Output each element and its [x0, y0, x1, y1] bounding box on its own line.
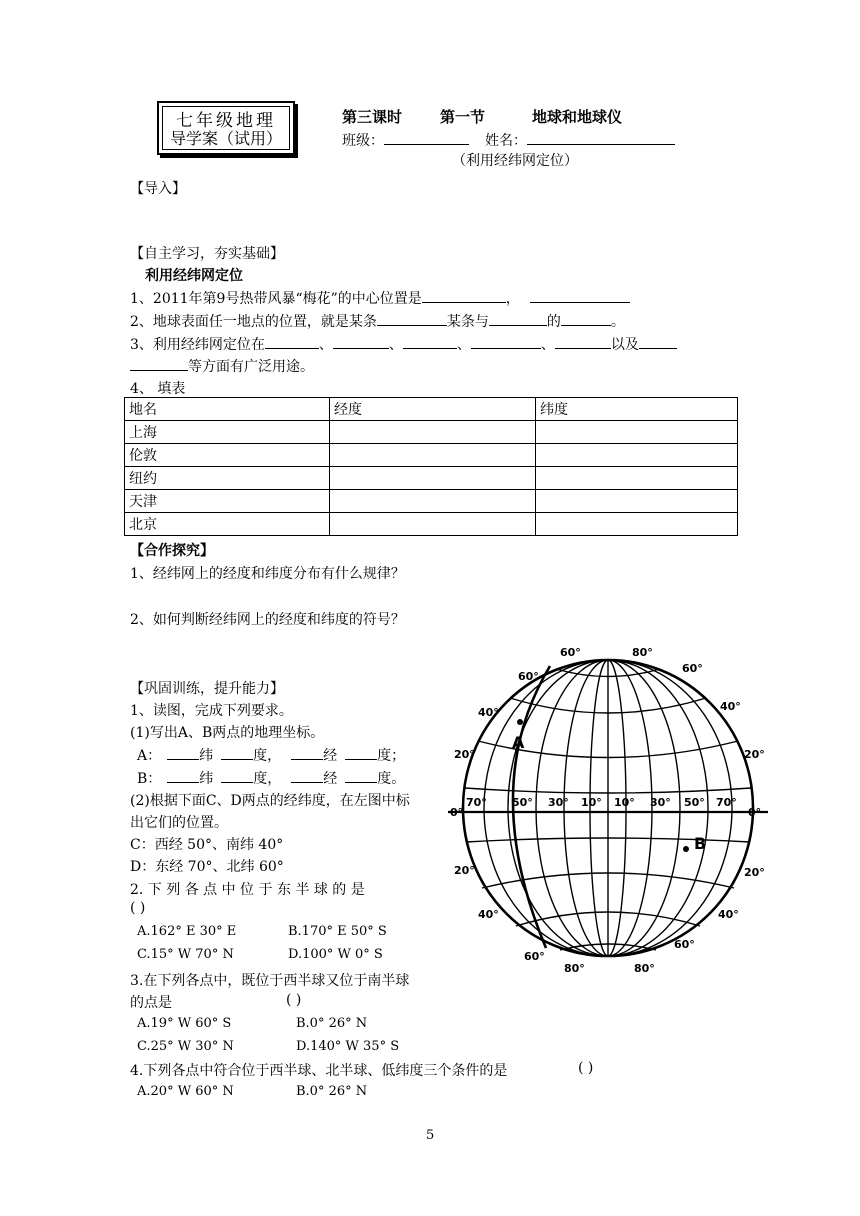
place-cell: 纽约 [125, 467, 330, 490]
blank-2a[interactable] [377, 311, 447, 326]
left-lat-label: 60° [524, 950, 545, 963]
question-1: 1、2011年第9号热带风暴“梅花”的中心位置是 ， [130, 288, 630, 308]
stamp-line-1: 七年级地理 [176, 111, 276, 131]
right-lat-label: 60° [682, 662, 703, 675]
q3-option-a: A.19° W 60° S [137, 1016, 232, 1031]
q2-option-a: A.162° E 30° E [137, 924, 237, 939]
right-lat-label: 60° [674, 938, 695, 951]
equator-label: 10° [614, 796, 635, 809]
table-row [125, 444, 738, 467]
point-a-label: A [512, 733, 525, 752]
q4-option-b: B.0° 26° N [296, 1084, 368, 1099]
equator-label: 70° [466, 796, 487, 809]
point-a-marker [517, 719, 523, 725]
page-number: 5 [426, 1128, 435, 1143]
header-place: 地名 [125, 398, 330, 421]
practice-q4: 4.下列各点中符合位于西半球、北半球、低纬度三个条件的是 [130, 1063, 508, 1079]
bottom-label: 80° [564, 962, 585, 975]
longitude-cell[interactable] [330, 421, 536, 444]
place-cell: 北京 [125, 513, 330, 536]
place-cell: 伦敦 [125, 444, 330, 467]
equator-label: 50° [512, 796, 533, 809]
blank-3f[interactable] [639, 334, 677, 349]
name-field[interactable] [485, 130, 675, 150]
longitude-cell[interactable] [330, 513, 536, 536]
left-lat-label: 40° [478, 908, 499, 921]
latitude-cell[interactable] [536, 490, 738, 513]
q3-option-c: C.25° W 30° N [137, 1039, 234, 1054]
table-row [125, 467, 738, 490]
blank-2c[interactable] [561, 311, 611, 326]
blank-a-lon[interactable] [291, 745, 323, 760]
blank-1b[interactable] [530, 288, 630, 303]
equator-label: 30° [650, 796, 671, 809]
section-label: 第一节 [440, 108, 486, 126]
practice-q3b: 的点是 [130, 995, 172, 1011]
page-title: 地球和地球仪 [532, 108, 623, 126]
globe-diagram [448, 636, 768, 976]
question-4: 4、 填表 [130, 381, 186, 397]
left-lat-label: 60° [518, 670, 539, 683]
coord-line-b: B： 纬 度， 经 度。 [137, 768, 405, 788]
class-field[interactable] [342, 130, 469, 150]
longitude-cell[interactable] [330, 444, 536, 467]
left-lat-label: 20° [454, 864, 475, 877]
point-b-marker [683, 846, 689, 852]
q3-option-d: D.140° W 35° S [296, 1039, 400, 1054]
equator-label: 70° [716, 796, 737, 809]
practice-q1-part1: (1)写出A、B两点的地理坐标。 [130, 725, 325, 741]
name-blank[interactable] [527, 130, 675, 145]
page-subtitle: （利用经纬网定位） [452, 153, 578, 169]
cooperation-q2: 2、如何判断经纬网上的经度和纬度的符号？ [130, 612, 405, 628]
lesson-label: 第三课时 [342, 108, 403, 126]
name-label: 姓名： [485, 133, 527, 149]
header-latitude: 纬度 [536, 398, 738, 421]
q3-option-b: B.0° 26° N [296, 1016, 368, 1031]
question-3: 3、利用经纬网定位在 、 、 、 、 以及 [130, 334, 677, 354]
blank-a-lat[interactable] [167, 745, 199, 760]
blank-3e[interactable] [555, 334, 611, 349]
blank-3c[interactable] [403, 334, 457, 349]
top-label: 80° [632, 646, 653, 659]
cooperation-q1: 1、经纬网上的经度和纬度分布有什么规律？ [130, 566, 405, 582]
intro-heading: 【导入】 [130, 181, 186, 197]
longitude-cell[interactable] [330, 490, 536, 513]
blank-3b[interactable] [333, 334, 389, 349]
class-label: 班级： [342, 133, 384, 149]
practice-q1-part2b: 出它们的位置。 [130, 815, 228, 831]
class-blank[interactable] [384, 130, 469, 145]
left-lat-label: 40° [478, 706, 499, 719]
practice-q1-part2a: (2)根据下面C、D两点的经纬度，在左图中标 [130, 793, 410, 809]
question-2: 2、地球表面任一地点的位置，就是某条 某条与 的 。 [130, 311, 625, 331]
header-longitude: 经度 [330, 398, 536, 421]
practice-q1: 1、读图，完成下列要求。 [130, 703, 293, 719]
blank-3g[interactable] [130, 356, 188, 371]
right-lat-label: 40° [718, 908, 739, 921]
q2-option-b: B.170° E 50° S [288, 924, 387, 939]
top-label: 60° [560, 646, 581, 659]
blank-a-lon-val[interactable] [345, 745, 377, 760]
blank-3a[interactable] [265, 334, 319, 349]
blank-3d[interactable] [471, 334, 541, 349]
table-row [125, 421, 738, 444]
point-c: C：西经 50°、南纬 40° [130, 837, 284, 853]
blank-b-lon-val[interactable] [345, 768, 377, 783]
blank-b-lat-val[interactable] [221, 768, 253, 783]
equator-label: 10° [581, 796, 602, 809]
stamp-line-2: 导学案（试用） [169, 129, 282, 148]
q2-option-c: C.15° W 70° N [137, 947, 234, 962]
latitude-cell[interactable] [536, 513, 738, 536]
blank-b-lat[interactable] [167, 768, 199, 783]
blank-a-lat-val[interactable] [221, 745, 253, 760]
right-lat-label: 0° [748, 806, 762, 819]
practice-heading: 【巩固训练，提升能力】 [130, 681, 284, 697]
q3-answer-paren[interactable]: ( ) [286, 992, 302, 1008]
blank-2b[interactable] [489, 311, 547, 326]
place-cell: 上海 [125, 421, 330, 444]
equator-label: 50° [684, 796, 705, 809]
latitude-cell[interactable] [536, 444, 738, 467]
table-row [125, 490, 738, 513]
table-row [125, 513, 738, 536]
course-stamp [157, 101, 295, 155]
longitude-cell[interactable] [330, 467, 536, 490]
point-d: D：东经 70°、北纬 60° [130, 859, 284, 875]
place-cell: 天津 [125, 490, 330, 513]
cooperation-heading: 【合作探究】 [130, 543, 214, 559]
practice-q3a: 3.在下列各点中，既位于西半球又位于南半球 [130, 973, 410, 989]
latitude-cell[interactable] [536, 467, 738, 490]
blank-b-lon[interactable] [291, 768, 323, 783]
question-3-cont: 等方面有广泛用途。 [130, 356, 314, 376]
self-study-heading: 【自主学习，夯实基础】 [130, 246, 284, 262]
self-study-subheading: 利用经纬网定位 [145, 268, 243, 284]
left-lat-label: 20° [454, 748, 475, 761]
q2-answer-paren[interactable]: ( ) [130, 900, 146, 916]
practice-q2: 2. 下 列 各 点 中 位 于 东 半 球 的 是 [130, 882, 365, 898]
coordinates-table [124, 397, 738, 536]
table-header-row [125, 398, 738, 421]
right-lat-label: 40° [720, 700, 741, 713]
right-lat-label: 20° [744, 866, 765, 879]
bottom-label: 80° [634, 962, 655, 975]
blank-1a[interactable] [422, 288, 506, 303]
coord-line-a: A： 纬 度， 经 度； [137, 745, 405, 765]
latitude-cell[interactable] [536, 421, 738, 444]
q4-answer-paren[interactable]: ( ) [578, 1060, 594, 1076]
right-lat-label: 20° [744, 748, 765, 761]
left-lat-label: 0° [450, 806, 464, 819]
q4-option-a: A.20° W 60° N [137, 1084, 234, 1099]
q2-option-d: D.100° W 0° S [288, 947, 383, 962]
point-b-label: B [694, 834, 707, 853]
equator-label: 30° [548, 796, 569, 809]
